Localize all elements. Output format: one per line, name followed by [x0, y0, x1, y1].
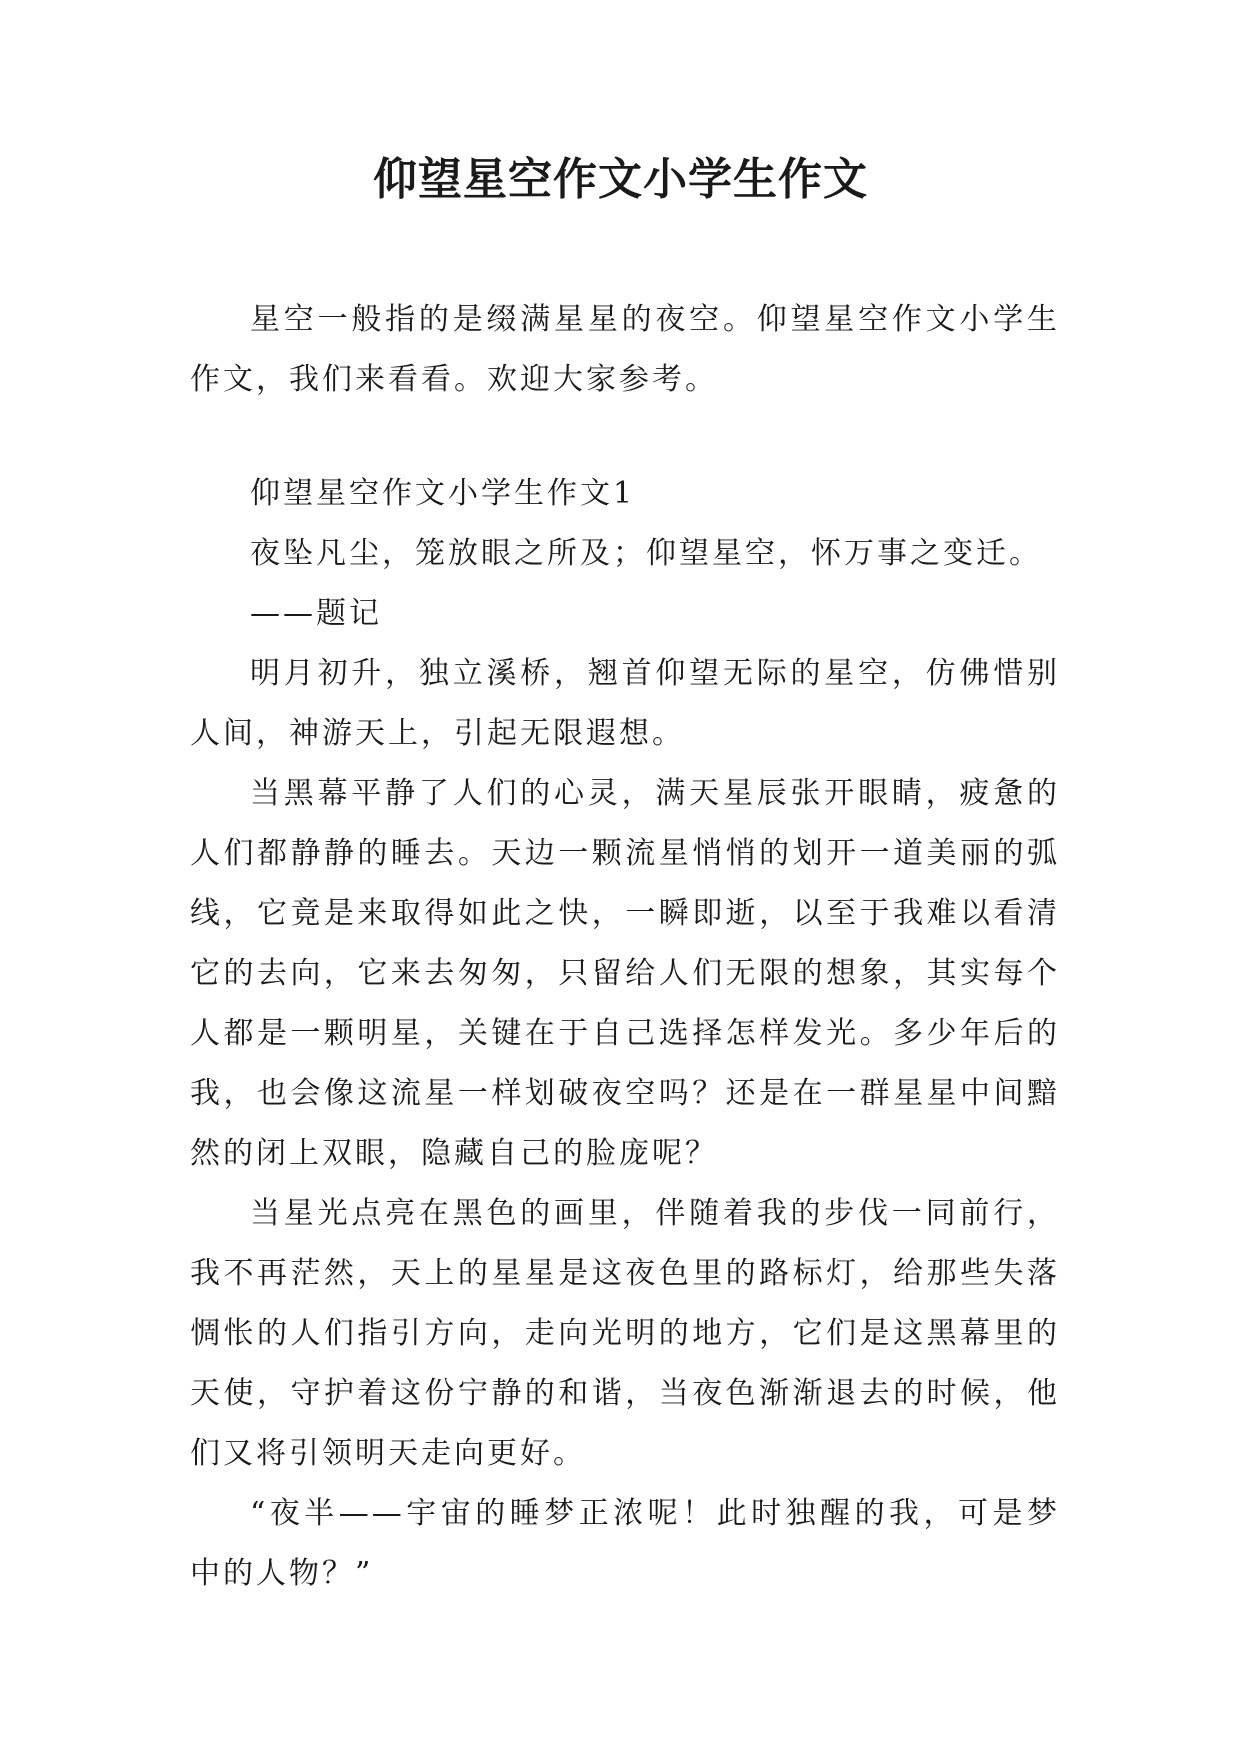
body-paragraph: 明月初升，独立溪桥，翘首仰望无际的星空，仿佛惜别人间，神游天上，引起无限遐想。 — [190, 656, 1060, 751]
body-paragraph: 当星光点亮在黑色的画里，伴随着我的步伐一同前行，我不再茫然，天上的星星是这夜色里的路标灯，给那些失落惆怅的人们指引方向，走向光明的地方，它们是这黑幕里的天使，守护着这份宁静的和谐，当夜色渐渐退去的时候，他们又将引领明天走向更好。 — [190, 1196, 1060, 1471]
epigraph: 夜坠凡尘，笼放眼之所及；仰望星空，怀万事之变迁。 — [250, 536, 1042, 571]
body-paragraph: 当黑幕平静了人们的心灵，满天星辰张开眼睛，疲惫的人们都静静的睡去。天边一颗流星悄悄的划开一道美丽的弧线，它竟是来取得如此之快，一瞬即逝，以至于我难以看清它的去向，它来去匆匆，只留给人们无限的想象，其实每个人都是一颗明星，关键在于自己选择怎样发光。多少年后的我，也会像这流星一样划破夜空吗？还是在一群星星中间黯然的闭上双眼，隐藏自己的脸庞呢？ — [190, 776, 1060, 1171]
intro-paragraph: 星空一般指的是缀满星星的夜空。仰望星空作文小学生作文，我们来看看。欢迎大家参考。 — [190, 302, 1060, 397]
document-body — [190, 290, 1060, 1604]
body-paragraph: “夜半——宇宙的睡梦正浓呢！此时独醒的我，可是梦中的人物？” — [190, 1496, 1060, 1591]
epigraph-attribution: ——题记 — [250, 596, 382, 631]
document-title: 仰望星空作文小学生作文 — [373, 154, 868, 205]
section-heading: 仰望星空作文小学生作文1 — [250, 476, 636, 511]
